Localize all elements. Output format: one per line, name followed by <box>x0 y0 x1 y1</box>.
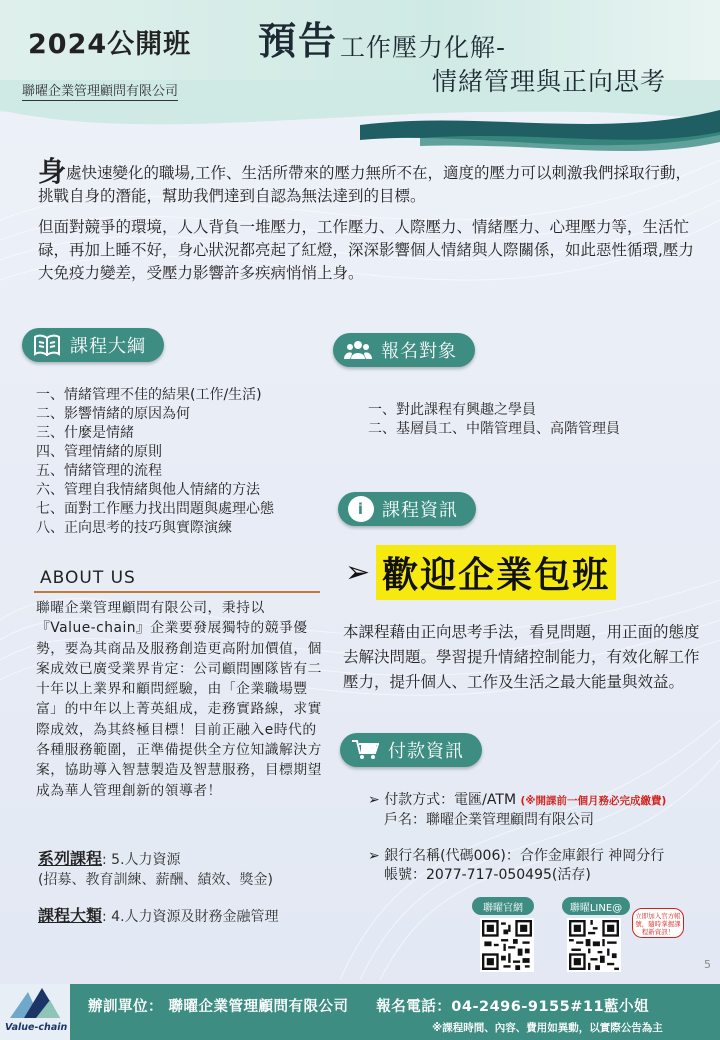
target-heading-pill <box>333 333 475 367</box>
qr-note: 立即加入官方帳號，隨時掌握課程新資訊！ <box>632 908 684 938</box>
intro-paragraph-2: 但面對競爭的環境，人人背負一堆壓力，工作壓力、人際壓力、情緒壓力、心理壓力等，生活忙碌，再加上睡不好，身心狀況都亮起了紅燈，深深影響個人情緒與人際關係，如此惡性循環,壓力大免疫力變差，受壓力影響許多疾病悄悄上身。 <box>38 218 694 282</box>
outline-list <box>36 386 274 538</box>
welcome-text: 歡迎企業包班 <box>376 545 616 600</box>
footer-contact <box>88 995 649 1016</box>
about-divider <box>34 591 320 593</box>
bank-block <box>368 847 664 885</box>
course-title-line2: 情緒管理與正向思考 <box>432 67 667 96</box>
target-list <box>368 401 620 439</box>
target-heading: 報名對象 <box>381 341 457 362</box>
category-label: 課程大類 <box>38 906 103 925</box>
payment-note: (※開課前一個月務必完成繳費) <box>520 795 667 807</box>
notice-heading: 預告 <box>258 19 339 63</box>
official-site-qr-code[interactable] <box>480 918 534 972</box>
series-course <box>38 846 273 889</box>
phone: 報名電話：04-2496-9155#11藍小姐 <box>376 999 650 1015</box>
intro-para1-text: 處快速變化的職場,工作、生活所帶來的壓力無所不在，適度的壓力可以刺激我們採取行動，挑戰自身的潛能，幫助我們達到自認為無法達到的目標。 <box>38 164 691 205</box>
list-item: 一、情緒管理不佳的結果(工作/生活) <box>36 387 262 403</box>
list-item: 一、對此課程有興趣之學員 <box>368 402 536 418</box>
info-icon: i <box>348 496 374 522</box>
outline-heading-pill <box>22 328 164 362</box>
list-item: 五、情緒管理的流程 <box>36 463 162 479</box>
intro-first-char: 身 <box>38 155 67 188</box>
payment-method-block <box>368 791 666 830</box>
course-category <box>38 903 279 926</box>
arrow-icon: ➢ <box>345 555 371 590</box>
series-sub: (招募、教育訓練、薪酬、績效、獎金) <box>38 872 273 888</box>
year-title: 2024公開班 <box>28 29 192 60</box>
account-name: 戶名：聯曜企業管理顧問有限公司 <box>384 812 594 828</box>
payment-method: 付款方式：電匯/ATM <box>384 792 517 808</box>
info-heading: 課程資訊 <box>382 500 458 521</box>
official-site-label: 聯曜官網 <box>472 897 534 915</box>
line-account-qr-code[interactable] <box>567 918 621 972</box>
list-item: 三、什麼是情緒 <box>36 425 134 441</box>
info-heading-pill <box>338 492 476 526</box>
page-number: 5 <box>704 958 711 971</box>
people-icon <box>343 337 373 363</box>
course-description: 本課程藉由正向思考手法，看見問題，用正面的態度去解決問題。學習提升情緒控制能力，有效化解工作壓力，提升個人、工作及生活之最大能量與效益。 <box>343 623 700 691</box>
company-name-top: 聯曜企業管理顧問有限公司 <box>22 80 178 101</box>
list-item: 四、管理情緒的原則 <box>36 444 162 460</box>
list-item: 七、面對工作壓力找出問題與處理心態 <box>36 501 274 517</box>
intro-paragraph-1 <box>38 155 694 208</box>
list-item: 二、影響情緒的原因為何 <box>36 406 190 422</box>
series-label: 系列課程 <box>38 849 103 868</box>
list-item: 二、基層員工、中階管理員、高階管理員 <box>368 421 620 437</box>
footer-note: ※課程時間、內容、費用如異動，以實際公告為主 <box>432 1022 663 1034</box>
welcome-banner <box>345 545 616 600</box>
list-item: 六、管理自我情緒與他人情緒的方法 <box>36 482 260 498</box>
organizer: 辦訓單位： 聯曜企業管理顧問有限公司 <box>88 999 349 1015</box>
payment-heading-pill <box>340 733 482 767</box>
payment-heading: 付款資訊 <box>388 741 464 762</box>
bullet-icon: ➢ <box>368 848 385 864</box>
bank-name: 銀行名稱(代碼006)：合作金庫銀行 神岡分行 <box>384 848 665 864</box>
list-item: 八、正向思考的技巧與實際演練 <box>36 520 232 536</box>
series-value: : 5.人力資源 <box>102 852 181 868</box>
about-text: 聯曜企業管理顧問有限公司，秉持以『Value-chain』企業要發展獨特的競爭優勢，要為其商品及服務創造更高附加價值，個案成效已廣受業界肯定：公司顧問團隊皆有二十年以上業界和顧問經驗，由「企業職場豐富」的中年以上菁英組成，走務實路線，求實際成效，為其終極目標！目前正融入e時代的各種服務範圍，正準備提供全方位知識解決方案，協助導入智慧製造及智慧服務，目標期望成為華人管理創新的領導者！ <box>36 600 322 799</box>
account-number: 帳號：2077-717-050495(活存) <box>384 867 591 883</box>
about-title: ABOUT US <box>40 568 136 588</box>
intro-text <box>38 155 694 293</box>
book-icon <box>32 332 62 358</box>
category-value: : 4.人力資源及財務金融管理 <box>102 909 279 925</box>
value-chain-logo-icon <box>6 986 64 1020</box>
line-account-label: 聯曜LINE@ <box>562 897 630 915</box>
course-title-line1: 工作壓力化解- <box>340 33 507 62</box>
outline-heading: 課程大綱 <box>70 336 146 357</box>
cart-icon <box>350 737 380 763</box>
logo-text: Value-chain <box>5 1022 68 1033</box>
bullet-icon: ➢ <box>368 792 385 808</box>
